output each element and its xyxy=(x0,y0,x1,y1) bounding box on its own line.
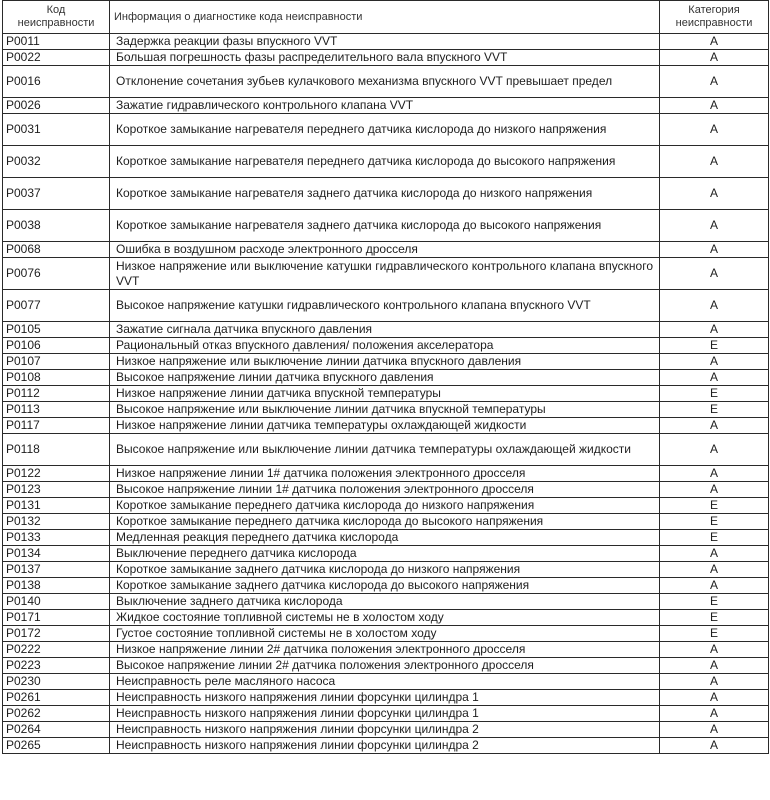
table-row xyxy=(3,290,769,322)
fault-code-cell: P0107 xyxy=(3,354,110,370)
fault-info-cell: Короткое замыкание нагревателя переднего датчика кислорода до высокого напряжения xyxy=(110,146,660,178)
fault-category-cell: A xyxy=(660,562,769,578)
fault-info-cell: Короткое замыкание заднего датчика кислорода до высокого напряжения xyxy=(110,578,660,594)
table-row xyxy=(3,674,769,690)
fault-info-cell: Низкое напряжение или выключение катушки гидравлического контрольного клапана впускного VVT xyxy=(110,258,660,290)
fault-code-cell: P0137 xyxy=(3,562,110,578)
table-row xyxy=(3,98,769,114)
table-row xyxy=(3,562,769,578)
fault-code-cell: P0038 xyxy=(3,210,110,242)
fault-category-cell: E xyxy=(660,402,769,418)
fault-category-cell: A xyxy=(660,146,769,178)
table-row xyxy=(3,258,769,290)
fault-code-cell: P0108 xyxy=(3,370,110,386)
table-row xyxy=(3,690,769,706)
table-row xyxy=(3,434,769,466)
fault-info-cell: Высокое напряжение линии датчика впускного давления xyxy=(110,370,660,386)
table-row xyxy=(3,178,769,210)
fault-info-cell: Неисправность низкого напряжения линии форсунки цилиндра 1 xyxy=(110,706,660,722)
fault-category-cell: A xyxy=(660,642,769,658)
fault-code-cell: P0132 xyxy=(3,514,110,530)
fault-info-cell: Зажатие гидравлического контрольного клапана VVT xyxy=(110,98,660,114)
fault-info-cell: Жидкое состояние топливной системы не в холостом ходу xyxy=(110,610,660,626)
fault-code-cell: P0138 xyxy=(3,578,110,594)
fault-category-cell: E xyxy=(660,498,769,514)
fault-info-cell: Низкое напряжение линии датчика температуры охлаждающей жидкости xyxy=(110,418,660,434)
table-header-row xyxy=(3,1,769,34)
fault-info-cell: Рациональный отказ впускного давления/ положения акселератора xyxy=(110,338,660,354)
fault-info-cell: Неисправность низкого напряжения линии форсунки цилиндра 2 xyxy=(110,722,660,738)
fault-info-cell: Неисправность низкого напряжения линии форсунки цилиндра 2 xyxy=(110,738,660,754)
fault-category-cell: A xyxy=(660,50,769,66)
fault-info-cell: Короткое замыкание нагревателя переднего датчика кислорода до низкого напряжения xyxy=(110,114,660,146)
fault-category-cell: A xyxy=(660,418,769,434)
fault-category-cell: A xyxy=(660,658,769,674)
fault-info-cell: Высокое напряжение или выключение линии датчика температуры охлаждающей жидкости xyxy=(110,434,660,466)
fault-category-cell: E xyxy=(660,530,769,546)
fault-code-cell: P0131 xyxy=(3,498,110,514)
fault-code-cell: P0265 xyxy=(3,738,110,754)
table-row xyxy=(3,50,769,66)
table-row xyxy=(3,66,769,98)
fault-info-cell: Низкое напряжение или выключение линии датчика впускного давления xyxy=(110,354,660,370)
table-row xyxy=(3,354,769,370)
table-row xyxy=(3,610,769,626)
fault-info-cell: Ошибка в воздушном расходе электронного дросселя xyxy=(110,242,660,258)
fault-code-cell: P0037 xyxy=(3,178,110,210)
fault-info-cell: Неисправность низкого напряжения линии форсунки цилиндра 1 xyxy=(110,690,660,706)
table-row xyxy=(3,642,769,658)
fault-category-cell: E xyxy=(660,610,769,626)
fault-code-cell: P0261 xyxy=(3,690,110,706)
table-row xyxy=(3,386,769,402)
fault-info-cell: Короткое замыкание нагревателя заднего датчика кислорода до низкого напряжения xyxy=(110,178,660,210)
table-row xyxy=(3,706,769,722)
fault-code-cell: P0106 xyxy=(3,338,110,354)
fault-category-cell: A xyxy=(660,690,769,706)
fault-info-cell: Высокое напряжение или выключение линии датчика впускной температуры xyxy=(110,402,660,418)
fault-info-cell: Задержка реакции фазы впускного VVT xyxy=(110,34,660,50)
fault-code-cell: P0262 xyxy=(3,706,110,722)
fault-category-cell: A xyxy=(660,66,769,98)
table-body xyxy=(3,34,769,754)
fault-code-cell: P0068 xyxy=(3,242,110,258)
fault-category-cell: A xyxy=(660,578,769,594)
fault-code-cell: P0031 xyxy=(3,114,110,146)
column-header-category: Категория неисправности xyxy=(660,1,769,34)
fault-info-cell: Короткое замыкание переднего датчика кислорода до высокого напряжения xyxy=(110,514,660,530)
fault-category-cell: A xyxy=(660,482,769,498)
fault-info-cell: Зажатие сигнала датчика впускного давления xyxy=(110,322,660,338)
table-row xyxy=(3,578,769,594)
fault-category-cell: A xyxy=(660,210,769,242)
table-row xyxy=(3,402,769,418)
fault-code-cell: P0230 xyxy=(3,674,110,690)
fault-category-cell: E xyxy=(660,386,769,402)
fault-category-cell: A xyxy=(660,290,769,322)
fault-category-cell: A xyxy=(660,722,769,738)
fault-code-cell: P0076 xyxy=(3,258,110,290)
table-row xyxy=(3,242,769,258)
fault-code-cell: P0172 xyxy=(3,626,110,642)
table-row xyxy=(3,722,769,738)
fault-category-cell: A xyxy=(660,258,769,290)
fault-code-cell: P0264 xyxy=(3,722,110,738)
fault-category-cell: A xyxy=(660,466,769,482)
table-row xyxy=(3,418,769,434)
fault-code-cell: P0140 xyxy=(3,594,110,610)
table-row xyxy=(3,514,769,530)
table-row xyxy=(3,626,769,642)
fault-info-cell: Высокое напряжение катушки гидравлического контрольного клапана впускного VVT xyxy=(110,290,660,322)
fault-code-cell: P0133 xyxy=(3,530,110,546)
fault-info-cell: Короткое замыкание нагревателя заднего датчика кислорода до высокого напряжения xyxy=(110,210,660,242)
fault-code-cell: P0134 xyxy=(3,546,110,562)
fault-info-cell: Высокое напряжение линии 1# датчика положения электронного дросселя xyxy=(110,482,660,498)
fault-code-table xyxy=(2,0,769,754)
fault-code-cell: P0016 xyxy=(3,66,110,98)
table-row xyxy=(3,370,769,386)
fault-info-cell: Выключение переднего датчика кислорода xyxy=(110,546,660,562)
table-row xyxy=(3,338,769,354)
fault-code-cell: P0123 xyxy=(3,482,110,498)
fault-info-cell: Короткое замыкание переднего датчика кислорода до низкого напряжения xyxy=(110,498,660,514)
fault-info-cell: Большая погрешность фазы распределительного вала впускного VVT xyxy=(110,50,660,66)
fault-info-cell: Низкое напряжение линии 1# датчика положения электронного дросселя xyxy=(110,466,660,482)
fault-category-cell: A xyxy=(660,370,769,386)
fault-info-cell: Густое состояние топливной системы не в холостом ходу xyxy=(110,626,660,642)
fault-code-cell: P0171 xyxy=(3,610,110,626)
fault-category-cell: E xyxy=(660,626,769,642)
fault-category-cell: A xyxy=(660,738,769,754)
fault-category-cell: A xyxy=(660,322,769,338)
fault-category-cell: E xyxy=(660,338,769,354)
fault-category-cell: E xyxy=(660,594,769,610)
fault-info-cell: Медленная реакция переднего датчика кислорода xyxy=(110,530,660,546)
table-row xyxy=(3,482,769,498)
fault-code-cell: P0117 xyxy=(3,418,110,434)
fault-code-cell: P0223 xyxy=(3,658,110,674)
fault-category-cell: A xyxy=(660,546,769,562)
fault-category-cell: A xyxy=(660,434,769,466)
fault-category-cell: A xyxy=(660,114,769,146)
table-row xyxy=(3,738,769,754)
table-row xyxy=(3,546,769,562)
fault-category-cell: A xyxy=(660,706,769,722)
fault-code-cell: P0032 xyxy=(3,146,110,178)
table-row xyxy=(3,146,769,178)
table-row xyxy=(3,322,769,338)
fault-code-cell: P0118 xyxy=(3,434,110,466)
fault-info-cell: Короткое замыкание заднего датчика кислорода до низкого напряжения xyxy=(110,562,660,578)
fault-category-cell: E xyxy=(660,514,769,530)
fault-code-cell: P0026 xyxy=(3,98,110,114)
fault-info-cell: Отклонение сочетания зубьев кулачкового механизма впускного VVT превышает предел xyxy=(110,66,660,98)
fault-code-cell: P0022 xyxy=(3,50,110,66)
table-row xyxy=(3,658,769,674)
fault-category-cell: A xyxy=(660,674,769,690)
fault-category-cell: A xyxy=(660,98,769,114)
table-row xyxy=(3,594,769,610)
table-row xyxy=(3,114,769,146)
table-row xyxy=(3,210,769,242)
fault-info-cell: Низкое напряжение линии датчика впускной температуры xyxy=(110,386,660,402)
fault-info-cell: Высокое напряжение линии 2# датчика положения электронного дросселя xyxy=(110,658,660,674)
fault-info-cell: Низкое напряжение линии 2# датчика положения электронного дросселя xyxy=(110,642,660,658)
fault-code-cell: P0077 xyxy=(3,290,110,322)
fault-code-cell: P0011 xyxy=(3,34,110,50)
fault-code-cell: P0122 xyxy=(3,466,110,482)
table-row xyxy=(3,466,769,482)
fault-code-cell: P0112 xyxy=(3,386,110,402)
fault-info-cell: Неисправность реле масляного насоса xyxy=(110,674,660,690)
fault-code-cell: P0113 xyxy=(3,402,110,418)
table-row xyxy=(3,530,769,546)
fault-category-cell: A xyxy=(660,354,769,370)
fault-info-cell: Выключение заднего датчика кислорода xyxy=(110,594,660,610)
fault-code-cell: P0105 xyxy=(3,322,110,338)
column-header-code: Код неисправности xyxy=(3,1,110,34)
fault-category-cell: A xyxy=(660,34,769,50)
table-row xyxy=(3,498,769,514)
fault-code-cell: P0222 xyxy=(3,642,110,658)
column-header-info: Информация о диагностике кода неисправности xyxy=(110,1,660,34)
fault-category-cell: A xyxy=(660,178,769,210)
fault-category-cell: A xyxy=(660,242,769,258)
table-row xyxy=(3,34,769,50)
